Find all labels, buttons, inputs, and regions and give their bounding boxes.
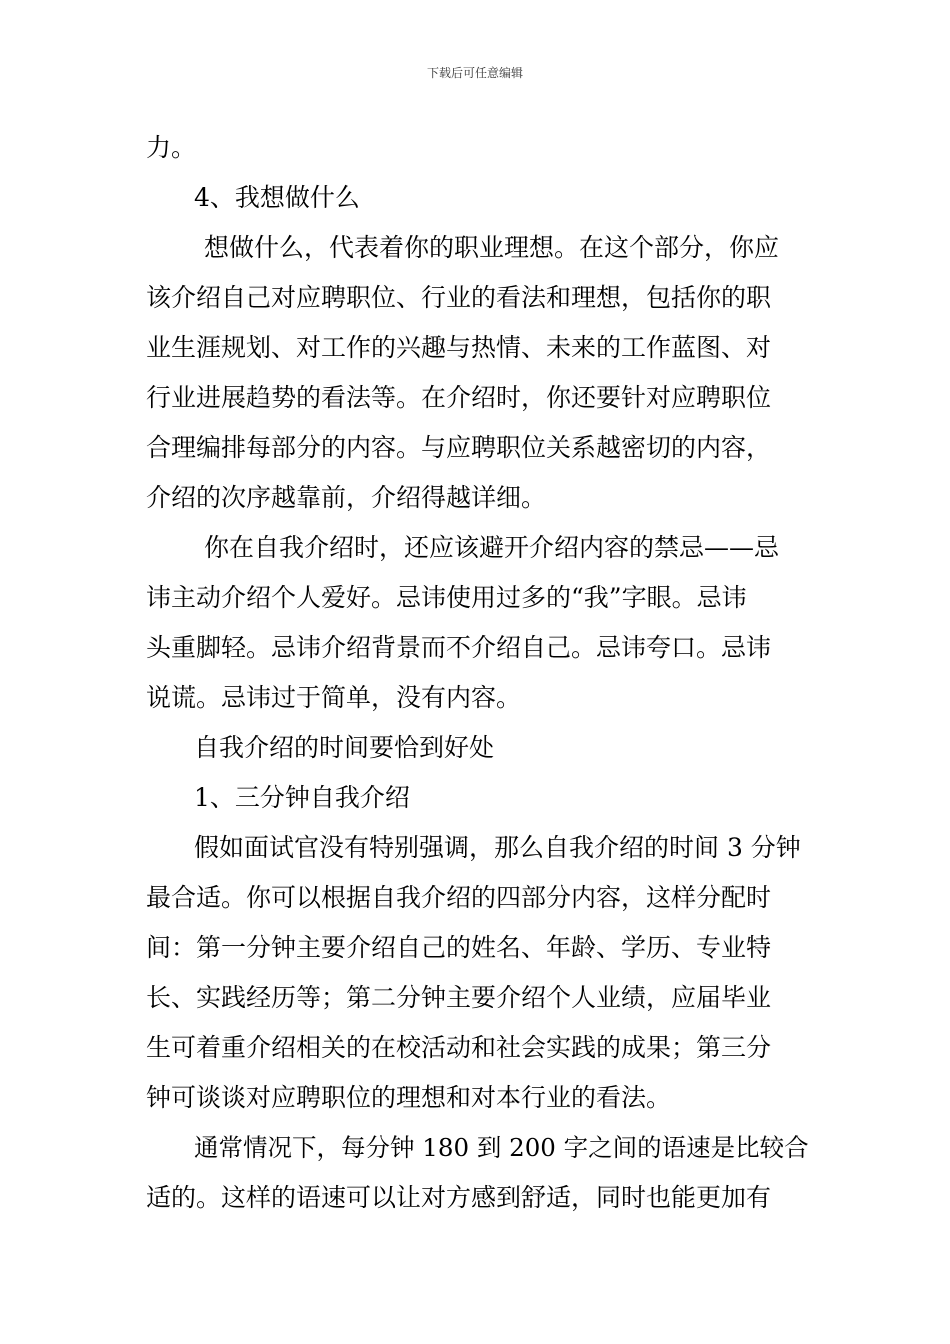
- text-line: 间：第一分钟主要介绍自己的姓名、年龄、学历、专业特: [146, 933, 772, 962]
- text-line: 讳主动介绍个人爱好。忌讳使用过多的“我”字眼。忌讳: [146, 583, 747, 612]
- section-heading: 自我介绍的时间要恰到好处: [194, 733, 495, 762]
- text-line: 合理编排每部分的内容。与应聘职位关系越密切的内容，: [146, 433, 772, 462]
- page-header: 下载后可任意编辑: [426, 66, 523, 80]
- section-heading: 1、三分钟自我介绍: [194, 783, 410, 812]
- text-line: 该介绍自己对应聘职位、行业的看法和理想，包括你的职: [146, 283, 772, 312]
- text-line: 想做什么，代表着你的职业理想。在这个部分，你应: [204, 233, 780, 262]
- text-line: 说谎。忌讳过于简单，没有内容。: [146, 683, 522, 712]
- text-line: 业生涯规划、对工作的兴趣与热情、未来的工作蓝图、对: [146, 333, 772, 362]
- text-line: 最合适。你可以根据自我介绍的四部分内容，这样分配时: [146, 883, 772, 912]
- text-line: 力。: [146, 133, 197, 162]
- text-line: 假如面试官没有特别强调，那么自我介绍的时间 3 分钟: [194, 833, 801, 862]
- text-line: 长、实践经历等；第二分钟主要介绍个人业绩，应届毕业: [146, 983, 772, 1012]
- text-line: 通常情况下，每分钟 180 到 200 字之间的语速是比较合: [194, 1133, 809, 1162]
- section-heading: 4、我想做什么: [194, 183, 360, 212]
- text-line: 行业进展趋势的看法等。在介绍时，你还要针对应聘职位: [146, 383, 772, 412]
- text-line: 你在自我介绍时，还应该避开介绍内容的禁忌——忌: [204, 533, 780, 562]
- text-line: 生可着重介绍相关的在校活动和社会实践的成果；第三分: [146, 1033, 772, 1062]
- text-line: 适的。这样的语速可以让对方感到舒适，同时也能更加有: [146, 1183, 772, 1212]
- text-line: 头重脚轻。忌讳介绍背景而不介绍自己。忌讳夸口。忌讳: [146, 633, 772, 662]
- text-line: 介绍的次序越靠前，介绍得越详细。: [146, 483, 547, 512]
- text-line: 钟可谈谈对应聘职位的理想和对本行业的看法。: [146, 1083, 672, 1112]
